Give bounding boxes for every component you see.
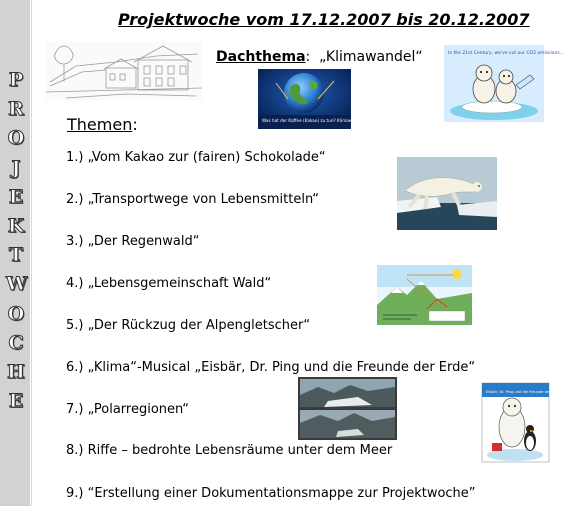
earth-globe-image — [258, 69, 415, 129]
vertical-title-letter: O — [7, 127, 25, 150]
topic-item: 6.) „Klima“-Musical „Eisbär, Dr. Ping und die Freunde der Erde“ — [66, 360, 476, 375]
dachthema-line — [216, 49, 423, 65]
vertical-title-letter: E — [8, 185, 24, 208]
vertical-title-letter: H — [7, 361, 25, 383]
themen-heading-suffix: : — [132, 115, 138, 134]
polar-bear-cartoon-image — [444, 45, 564, 122]
vertical-title-letter: E — [8, 390, 24, 413]
page-title: Projektwoche vom 17.12.2007 bis 20.12.2007 — [118, 10, 530, 29]
vertical-title-letter: O — [7, 302, 25, 325]
topic-item: 3.) „Der Regenwald“ — [66, 234, 200, 249]
school-sketch-image — [46, 42, 202, 100]
book-caption: Eisbär, Dr. Ping und die Freunde der Erde — [486, 390, 560, 394]
topic-item: 2.) „Transportwege von Lebensmitteln“ — [66, 192, 319, 207]
dachthema-label: Dachthema — [216, 49, 306, 65]
vertical-title-letter: C — [8, 331, 24, 354]
topic-item: 1.) „Vom Kakao zur (fairen) Schokolade“ — [66, 150, 326, 165]
dachthema-separator: : — [305, 49, 311, 65]
vertical-title-letter: P — [8, 69, 24, 91]
globe-caption: Was hat der Kaffee (Kakao) zu tun? Klimawandel oder Wetterausnahme? — [262, 118, 415, 123]
vertical-title-letter: R — [8, 98, 24, 121]
themen-heading — [67, 115, 138, 134]
cartoon-caption: In the 21st Century, we've cut our CO2 emissions... — [448, 51, 564, 56]
topic-item: 5.) „Der Rückzug der Alpengletscher“ — [66, 318, 311, 333]
book-cover-image — [482, 383, 560, 462]
themen-heading-text: Themen — [67, 115, 133, 134]
polar-bear-photo — [397, 157, 497, 230]
glacier-photos-image — [298, 377, 397, 440]
vertical-title-letter: K — [7, 215, 25, 237]
topic-item: 9.) “Erstellung einer Dokumentationsmappe zur Projektwoche” — [66, 486, 476, 501]
topic-item: 4.) „Lebensgemeinschaft Wald“ — [66, 276, 272, 291]
vertical-title-letter: J — [11, 156, 21, 179]
vertical-title-letter: T — [8, 244, 24, 267]
topic-item: 7.) „Polarregionen“ — [66, 402, 190, 417]
dachthema-value: „Klimawandel“ — [319, 49, 423, 65]
sidebar-divider — [31, 0, 38, 506]
vertical-title-letter: W — [6, 273, 28, 296]
climate-diagram-image — [377, 265, 472, 325]
topic-item: 8.) Riffe – bedrohte Lebensräume unter dem Meer — [66, 443, 393, 458]
